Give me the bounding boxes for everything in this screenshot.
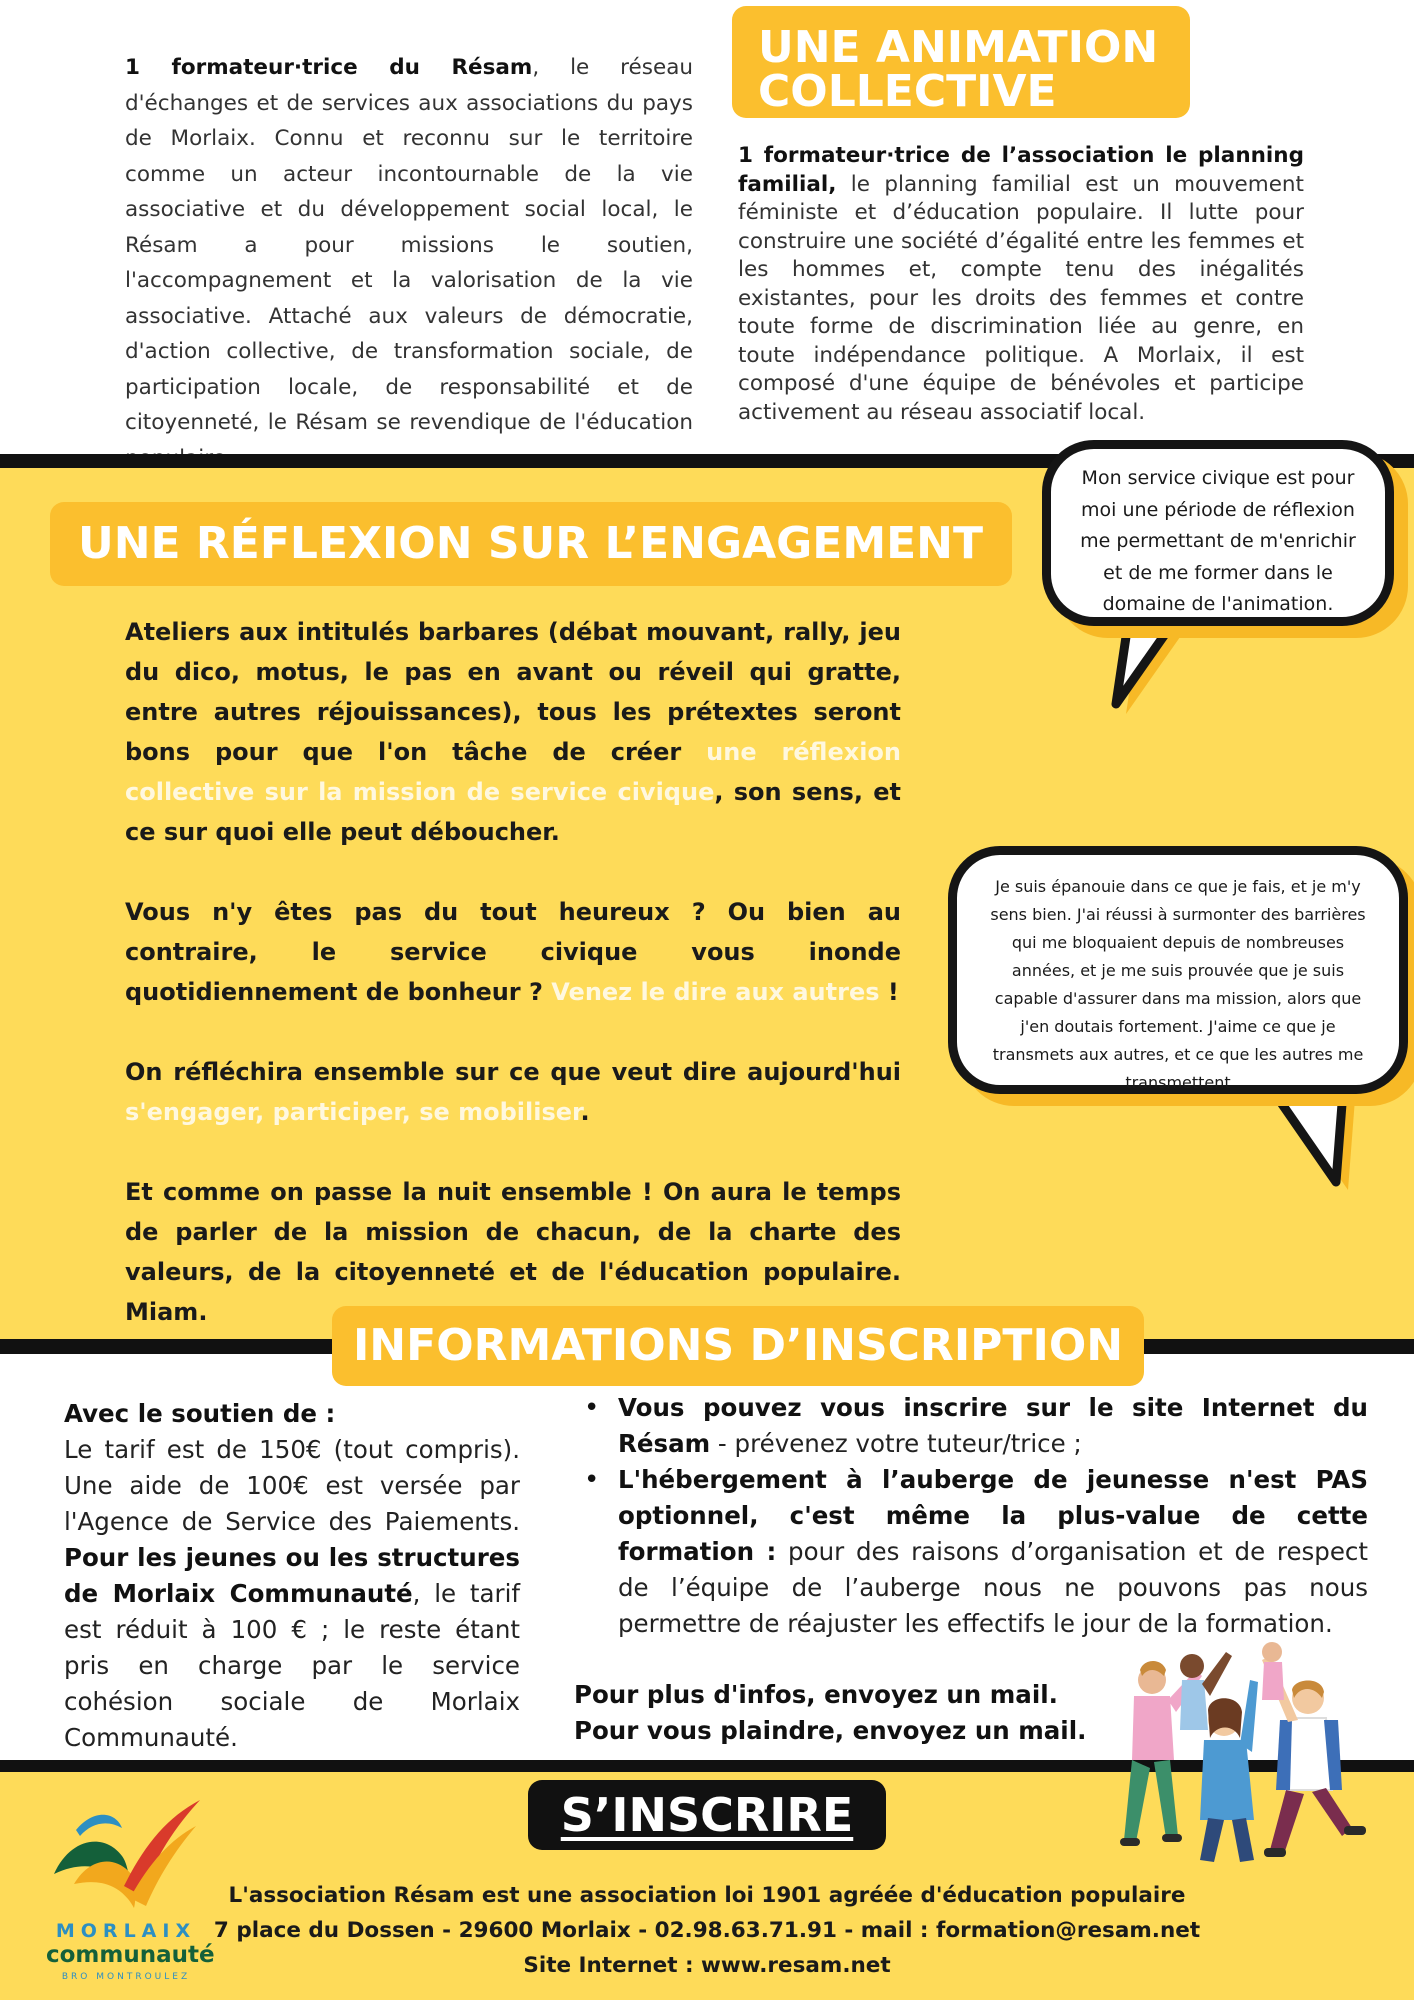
reflexion-p1-text-b: , son sens, et ce sur quoi elle peut déboucher. [125, 778, 902, 846]
bullet-1-text: - prévenez votre tuteur/trice ; [710, 1429, 1082, 1458]
reflexion-p2-text-b: ! [879, 978, 899, 1006]
footer-association-line: L'association Résam est une association loi 1901 agréée d'éducation populaire [228, 1883, 1186, 1908]
resam-description-bold: 1 formateur·trice du Résam [125, 55, 533, 80]
reflexion-p3-text-b: . [580, 1098, 590, 1126]
reflexion-p3-text-a: On réfléchira ensemble sur ce que veut dire aujourd'hui [125, 1058, 901, 1086]
animation-title-line2: COLLECTIVE [758, 66, 1057, 117]
logo-word-communaute: communauté [46, 1942, 215, 1968]
logo-word-bro-montroulez: BRO MONTROULEZ [61, 1972, 191, 1982]
support-text-bold: Pour les jeunes ou les structures de Morlaix Communauté [64, 1543, 520, 1608]
bullet-2-bold: L'hébergement à l’auberge de jeunesse n'est PAS optionnel, c'est même la plus-value de cette formation : [618, 1465, 1368, 1566]
animation-collective-title [732, 6, 1190, 118]
mail-info-line: Pour plus d'infos, envoyez un mail. [574, 1680, 1058, 1709]
planning-familial-description [738, 142, 1304, 427]
morlaix-communaute-logo [46, 1790, 215, 1990]
support-heading: Avec le soutien de : [64, 1399, 336, 1428]
inscription-title: INFORMATIONS D’INSCRIPTION [332, 1306, 1144, 1386]
speech-bubble-1-quote: Mon service civique est pour moi une période de réflexion me permettant de m'enrichir et de me former dans le domaine de l'animation. [1080, 467, 1356, 615]
people-high-five-icon [1104, 1640, 1396, 1868]
bullet-1-bold: Vous pouvez vous inscrire sur le site Internet du Résam [618, 1393, 1368, 1458]
morlaix-logo-icon [46, 1790, 206, 1920]
speech-bubble-1 [1042, 440, 1394, 626]
reflexion-p2-text-a: Vous n'y êtes pas du tout heureux ? Ou bien au contraire, le service civique vous inonde quotidiennement de bonheur ? [125, 898, 901, 1006]
reflexion-p1-text-a: Ateliers aux intitulés barbares (débat mouvant, rally, jeu du dico, motus, le pas en avant ou réveil qui gratte, entre autres réjouissances), tous les prétextes seront bons pour que l'on tâche de créer [125, 618, 901, 766]
planning-description-bold: 1 formateur·trice de l’association le planning familial, [738, 143, 1304, 197]
reflexion-paragraph-3 [125, 1052, 901, 1132]
reflexion-p1-highlight: une réflexion collective sur la mission de service civique [125, 738, 901, 806]
inscription-bullet-2 [578, 1462, 1368, 1642]
reflexion-paragraph-4: Et comme on passe la nuit ensemble ! On aura le temps de parler de la mission de chacun, de la charte des valeurs, de la citoyenneté et de l'éducation populaire. Miam. [125, 1178, 901, 1326]
speech-bubble-2 [948, 846, 1408, 1094]
resam-description-text: , le réseau d'échanges et de services aux associations du pays de Morlaix. Connu et reconnu sur le territoire comme un acteur incontournable de la vie associative et du développement social local, le Résam a pour missions le soutien, l'accompagnement et la valorisation de la vie associative. Attaché aux valeurs de démocratie, d'action collective, de transformation sociale, de participation locale, de responsabilité et de citoyenneté, le Résam se revendique de l'éducation [125, 55, 694, 435]
planning-description-text: le planning familial est un mouvement féministe et d’éducation populaire. Il lutte pour construire une société d’égalité entre les femmes et les hommes et, compte tenu des inégalités existantes, pour les droits des femmes et contre toute forme de discrimination liée au genre, en toute indépendance politique. A Morlaix, il est composé d'une équipe de bénévoles et participe activement au réseau associatif local. [738, 171, 1304, 425]
reflexion-p2-highlight: Venez le dire aux autres [551, 978, 880, 1006]
footer-website-line[interactable]: Site Internet : www.resam.net [523, 1953, 891, 1978]
inscrire-button[interactable]: S’INSCRIRE [528, 1780, 886, 1850]
support-info [64, 1396, 520, 1756]
mail-complaint-line: Pour vous plaindre, envoyez un mail. [574, 1716, 1087, 1745]
support-text-2: , le tarif est réduit à 100 € ; le reste étant pris en charge par le service cohésion sociale de Morlaix Communauté. [64, 1579, 521, 1752]
support-text [64, 1432, 520, 1756]
support-text-1: Le tarif est de 150€ (tout compris). Une aide de 100€ est versée par l'Agence de Service des Paiements. [64, 1435, 520, 1536]
speech-bubble-2-quote: Je suis épanouie dans ce que je fais, et je m'y sens bien. J'ai réussi à surmonter des barrières qui me bloquaient depuis de nombreuses années, et je me suis prouvée que je suis capable d'assurer dans ma mission, alors que j'en doutais fortement. J'aime ce que je transmets aux autres, et ce que les autres me transmettent [990, 877, 1366, 1092]
animation-title-line1: UNE ANIMATION [758, 22, 1159, 73]
mail-contact-lines [574, 1677, 1094, 1749]
inscription-bullet-list [578, 1390, 1368, 1642]
inscription-bullet-1 [578, 1390, 1368, 1462]
reflexion-paragraph-1 [125, 612, 901, 852]
resam-description [125, 50, 693, 476]
reflexion-paragraph-2 [125, 892, 901, 1012]
logo-word-morlaix: MORLAIX [55, 1920, 197, 1942]
bullet-2-text: pour des raisons d’organisation et de respect de l’équipe de l’auberge nous ne pouvons pas nous permettre de réajuster les effectifs le jour de la formation. [618, 1537, 1368, 1638]
reflexion-title: UNE RÉFLEXION SUR L’ENGAGEMENT [50, 502, 1012, 586]
reflexion-p3-highlight: s'engager, participer, se mobiliser [125, 1098, 581, 1126]
footer-address-line[interactable]: 7 place du Dossen - 29600 Morlaix - 02.98.63.71.91 - mail : formation@resam.net [213, 1918, 1201, 1943]
